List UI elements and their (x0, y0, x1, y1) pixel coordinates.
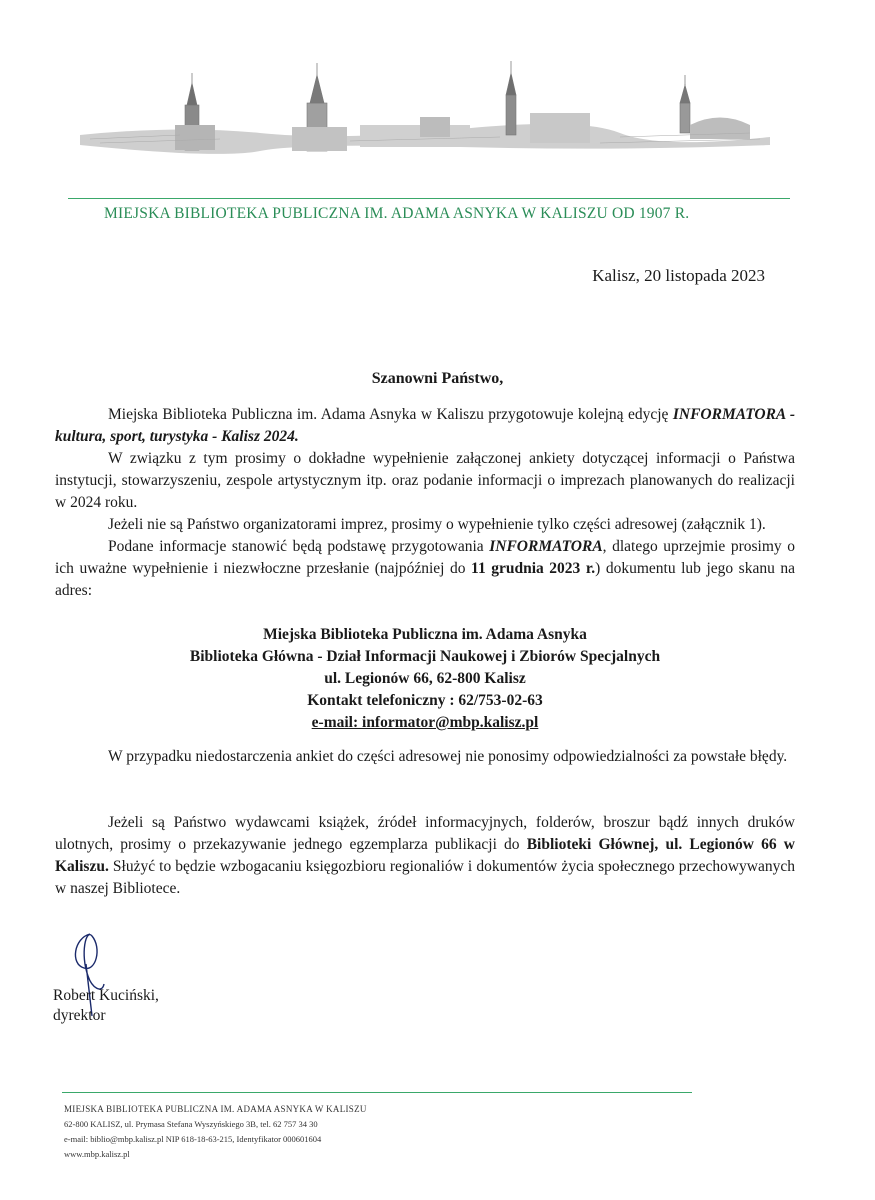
paragraph-4: Podane informacje stanowić będą podstawę przygotowania INFORMATORA, dlatego uprzejmie prosimy o ich uważne wypełnienie i niezwłoczne przesłanie (najpóźniej do 11 grudnia 2023 r.) dokumentu lub jego skanu na adres: (55, 538, 795, 599)
letter-date: Kalisz, 20 listopada 2023 (592, 266, 765, 285)
phone-contact: Kontakt telefoniczny : 62/753-02-63 (307, 692, 543, 709)
letter-body (55, 404, 795, 602)
paragraph-3: Jeżeli nie są Państwo organizatorami imprez, prosimy o wypełnienie tylko części adresowej (załącznik 1). (108, 516, 766, 533)
paragraph-6: Jeżeli są Państwo wydawcami książek, źródeł informacyjnych, folderów, broszur bądź innych druków ulotnych, prosimy o przekazywanie jednego egzemplarza publikacji do Biblioteki Głównej, ul. Legionów 66 w Kaliszu. Służyć to będzie wzbogacaniu księgozbioru regionaliów i dokumentów życia społecznego przechowywanych w naszej Bibliotece. (55, 814, 795, 897)
footer-title: MIEJSKA BIBLIOTEKA PUBLICZNA IM. ADAMA ASNYKA W KALISZU (64, 1104, 367, 1114)
signatory-name: Robert Kuciński, (53, 987, 159, 1004)
paragraph-5: W przypadku niedostarczenia ankiet do części adresowej nie ponosimy odpowiedzialności za powstałe błędy. (108, 748, 788, 765)
footer-contact: e-mail: biblio@mbp.kalisz.pl NIP 618-18-63-215, Identyfikator 000601604 (64, 1134, 322, 1144)
header-title: MIEJSKA BIBLIOTEKA PUBLICZNA IM. ADAMA ASNYKA W KALISZU OD 1907 R. (104, 205, 690, 222)
informator-title: INFORMATORA - kultura, sport, turystyka - Kalisz 2024. (55, 406, 795, 445)
address-line-2: Biblioteka Główna - Dział Informacji Naukowej i Zbiorów Specjalnych (189, 648, 661, 665)
header-divider (68, 198, 790, 199)
paragraph-5-block (55, 746, 795, 768)
signatory-role: dyrektor (53, 1007, 106, 1024)
deadline: 11 grudnia 2023 r. (471, 560, 596, 577)
town-skyline-icon (60, 55, 780, 195)
signatory (53, 986, 159, 1026)
paragraph-1: Miejska Biblioteka Publiczna im. Adama Asnyka w Kaliszu przygotowuje kolejną edycję INFORMATORA - kultura, sport, turystyka - Kalisz 2024. (55, 406, 795, 445)
address-line-3: ul. Legionów 66, 62-800 Kalisz (324, 670, 526, 687)
email-link[interactable]: e-mail: informator@mbp.kalisz.pl (311, 714, 539, 731)
salutation: Szanowni Państwo, (371, 370, 504, 387)
footer (64, 1102, 464, 1162)
paragraph-6-block (55, 812, 795, 900)
footer-address: 62-800 KALISZ, ul. Prymasa Stefana Wyszyńskiego 3B, tel. 62 757 34 30 (64, 1119, 318, 1129)
address-line-1: Miejska Biblioteka Publiczna im. Adama Asnyka (263, 626, 587, 643)
footer-divider (62, 1092, 692, 1093)
footer-website[interactable]: www.mbp.kalisz.pl (64, 1149, 130, 1159)
paragraph-2: W związku z tym prosimy o dokładne wypełnienie załączonej ankiety dotyczącej informacji o Państwa instytucji, stowarzyszeniu, zespole artystycznym itp. oraz podanie informacji o imprezach planowanych do realizacji w 2024 roku. (55, 450, 795, 511)
address-block (55, 624, 795, 734)
